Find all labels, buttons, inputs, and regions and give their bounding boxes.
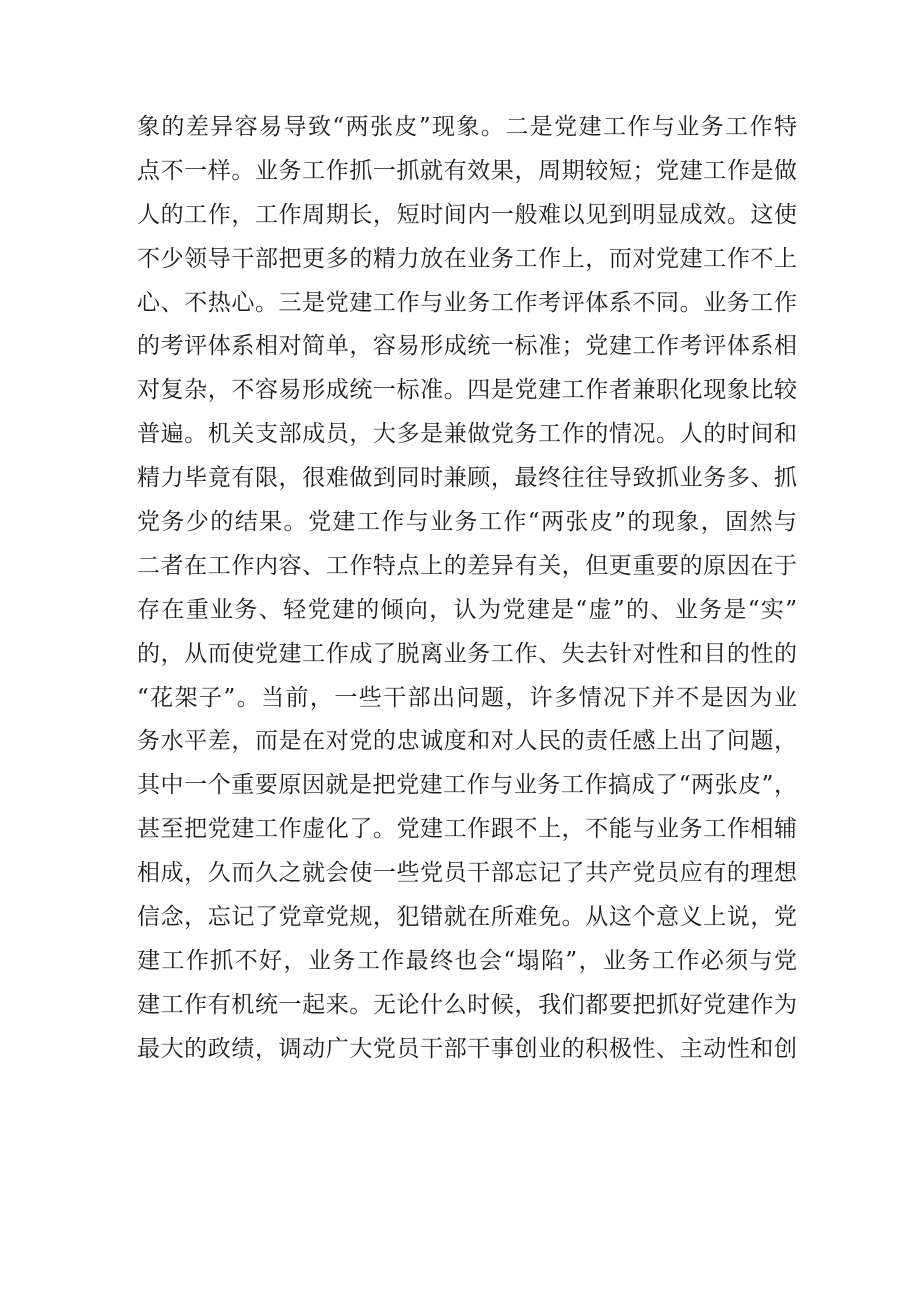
text-line: 相成，久而久之就会使一些党员干部忘记了共产党员应有的理想 [137, 860, 797, 887]
text-line: 的考评体系相对简单，容易形成统一标准；党建工作考评体系相 [137, 333, 797, 360]
text-line: “花架子”。当前，一些干部出问题，许多情况下并不是因为业 [137, 684, 797, 711]
text-line: 人的工作，工作周期长，短时间内一般难以见到明显成效。这使 [137, 201, 797, 228]
text-line: 精力毕竟有限，很难做到同时兼顾，最终往往导致抓业务多、抓 [137, 465, 797, 492]
text-line: 甚至把党建工作虚化了。党建工作跟不上，不能与业务工作相辅 [137, 816, 797, 843]
text-line: 的，从而使党建工作成了脱离业务工作、失去针对性和目的性的 [137, 640, 797, 667]
text-line: 二者在工作内容、工作特点上的差异有关，但更重要的原因在于 [137, 552, 797, 579]
text-line: 不少领导干部把更多的精力放在业务工作上，而对党建工作不上 [137, 245, 797, 272]
text-line: 点不一样。业务工作抓一抓就有效果，周期较短；党建工作是做 [137, 157, 797, 184]
text-line: 心、不热心。三是党建工作与业务工作考评体系不同。业务工作 [137, 289, 797, 316]
text-line: 信念，忘记了党章党规，犯错就在所难免。从这个意义上说，党 [137, 904, 797, 931]
text-line: 党务少的结果。党建工作与业务工作“两张皮”的现象，固然与 [137, 509, 797, 536]
text-line: 存在重业务、轻党建的倾向，认为党建是“虚”的、业务是“实” [137, 596, 797, 623]
text-line: 普遍。机关支部成员，大多是兼做党务工作的情况。人的时间和 [137, 421, 797, 448]
text-line: 象的差异容易导致“两张皮”现象。二是党建工作与业务工作特 [137, 114, 797, 140]
text-line: 建工作抓不好，业务工作最终也会“塌陷”，业务工作必须与党 [137, 947, 797, 974]
text-line: 其中一个重要原因就是把党建工作与业务工作搞成了“两张皮”， [137, 772, 797, 799]
body-paragraph [137, 106, 797, 1072]
text-line: 对复杂，不容易形成统一标准。四是党建工作者兼职化现象比较 [137, 377, 797, 404]
text-line: 务水平差，而是在对党的忠诚度和对人民的责任感上出了问题， [137, 728, 797, 755]
text-line: 最大的政绩，调动广大党员干部干事创业的积极性、主动性和创 [137, 1035, 797, 1062]
text-line: 建工作有机统一起来。无论什么时候，我们都要把抓好党建作为 [137, 991, 797, 1018]
